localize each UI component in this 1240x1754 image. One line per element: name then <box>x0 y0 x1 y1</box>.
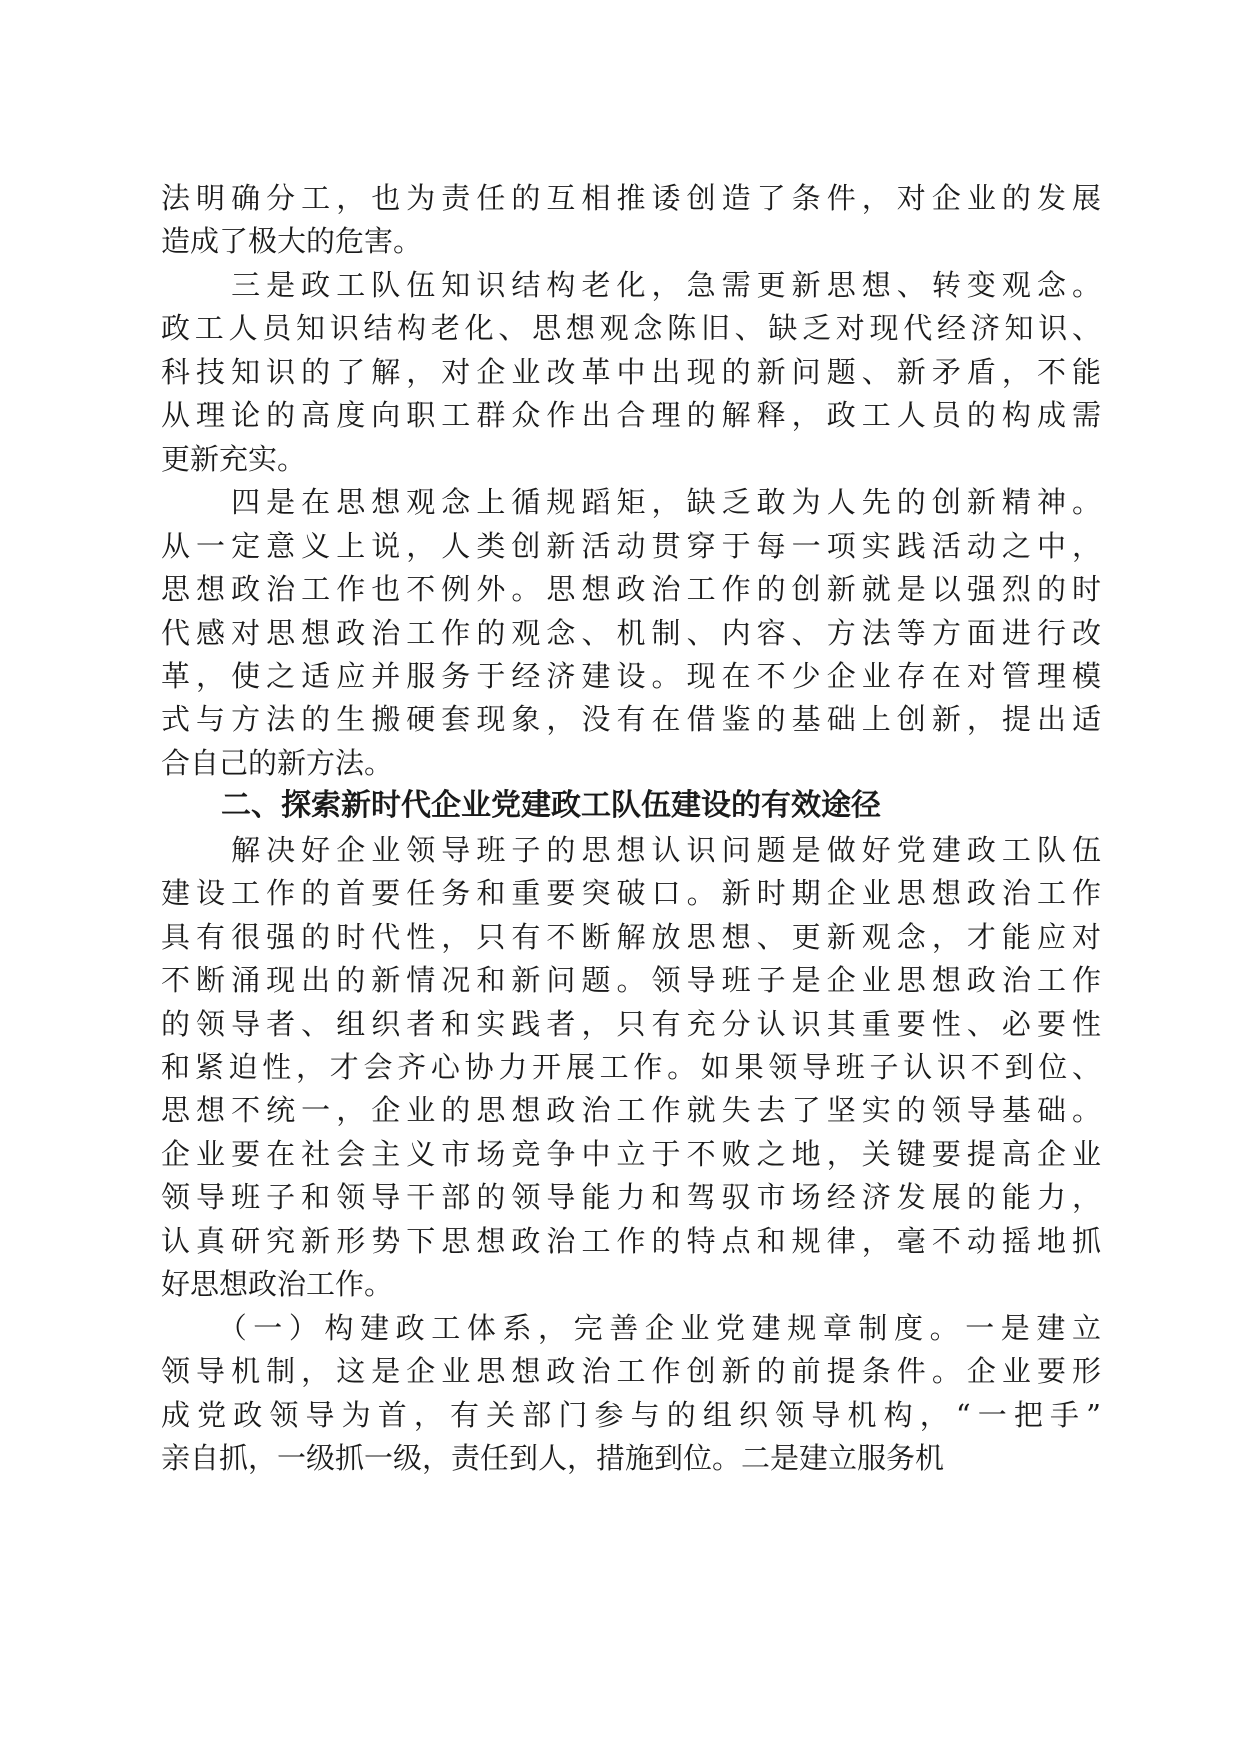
section-heading-line: 二、探索新时代企业党建政工队伍建设的有效途径 <box>161 788 881 824</box>
text-line: 造成了极大的危害。 <box>161 224 423 259</box>
text-line: 思想政治工作也不例外。思想政治工作的创新就是以强烈的时 <box>161 572 1101 607</box>
text-line: 建设工作的首要任务和重要突破口。新时期企业思想政治工作 <box>161 876 1101 911</box>
text-line: 代感对思想政治工作的观念、机制、内容、方法等方面进行改 <box>161 615 1101 650</box>
text-line: 亲自抓，一级抓一级，责任到人，措施到位。二是建立服务机 <box>161 1441 945 1476</box>
text-line: 科技知识的了解，对企业改革中出现的新问题、新矛盾，不能 <box>161 354 1101 389</box>
text-line: （一）构建政工体系，完善企业党建规章制度。一是建立 <box>161 1310 1101 1345</box>
text-line: 从理论的高度向职工群众作出合理的解释，政工人员的构成需 <box>161 398 1101 433</box>
text-line: 从一定意义上说，人类创新活动贯穿于每一项实践活动之中， <box>161 528 1101 563</box>
text-line: 革，使之适应并服务于经济建设。现在不少企业存在对管理模 <box>161 658 1101 693</box>
text-line: 领导机制，这是企业思想政治工作创新的前提条件。企业要形 <box>161 1354 1101 1389</box>
text-line: 企业要在社会主义市场竞争中立于不败之地，关键要提高企业 <box>161 1136 1101 1171</box>
text-line: 政工人员知识结构老化、思想观念陈旧、缺乏对现代经济知识、 <box>161 311 1101 346</box>
text-line: 不断涌现出的新情况和新问题。领导班子是企业思想政治工作 <box>161 963 1101 998</box>
text-line: 思想不统一，企业的思想政治工作就失去了坚实的领导基础。 <box>161 1093 1101 1128</box>
text-line: 式与方法的生搬硬套现象，没有在借鉴的基础上创新，提出适 <box>161 702 1101 737</box>
text-line: 合自己的新方法。 <box>161 745 394 780</box>
text-line: 更新充实。 <box>161 441 307 476</box>
text-line: 和紧迫性，才会齐心协力开展工作。如果领导班子认识不到位、 <box>161 1050 1101 1084</box>
text-line: 四是在思想观念上循规蹈矩，缺乏敢为人先的创新精神。 <box>161 485 1101 520</box>
text-line: 的领导者、组织者和实践者，只有充分认识其重要性、必要性 <box>161 1006 1101 1041</box>
text-line: 法明确分工，也为责任的互相推诿创造了条件，对企业的发展 <box>161 181 1101 215</box>
text-line: 认真研究新形势下思想政治工作的特点和规律，毫不动摇地抓 <box>161 1223 1101 1258</box>
text-line: 解决好企业领导班子的思想认识问题是做好党建政工队伍 <box>161 832 1101 867</box>
text-line: 成党政领导为首，有关部门参与的组织领导机构，“一把手” <box>161 1397 1101 1432</box>
text-line: 好思想政治工作。 <box>161 1267 394 1302</box>
text-line: 三是政工队伍知识结构老化，急需更新思想、转变观念。 <box>161 267 1101 302</box>
text-line: 具有很强的时代性，只有不断解放思想、更新观念，才能应对 <box>161 919 1101 954</box>
text-line: 领导班子和领导干部的领导能力和驾驭市场经济发展的能力， <box>161 1180 1101 1215</box>
